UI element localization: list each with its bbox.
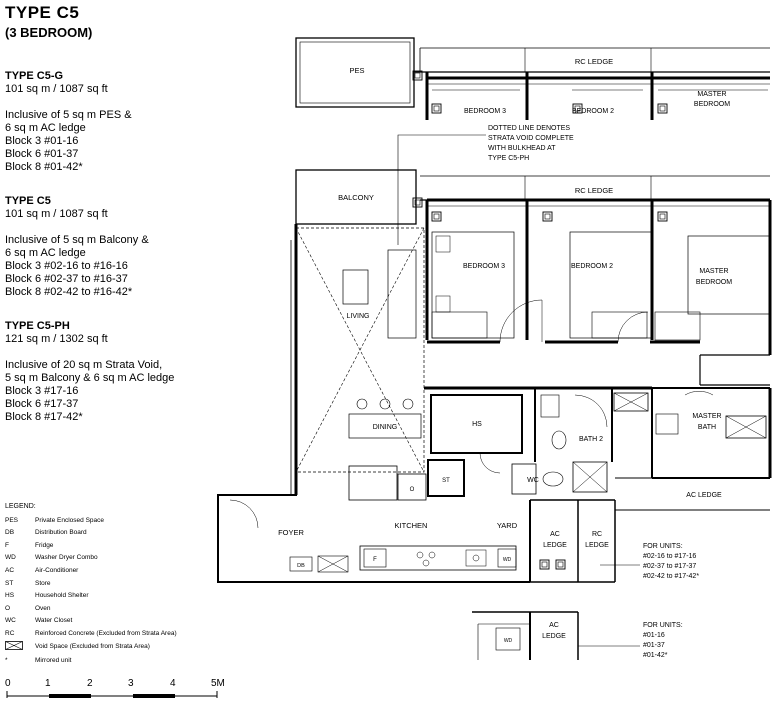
ac-ledge-inset-ledge: LEDGE: [542, 633, 566, 640]
kitchen-counter: [360, 546, 516, 570]
units-note-1: FOR UNITS:: [643, 543, 683, 550]
bedroom2-label: BEDROOM 2: [570, 263, 614, 270]
type-note: Inclusive of 20 sq m Strata Void,: [5, 359, 163, 371]
bedroom3-top-label: BEDROOM 3: [463, 108, 507, 115]
legend-desc: Void Space (Excluded from Strata Area): [35, 642, 150, 650]
units-note-2: #01-16: [643, 632, 665, 639]
units-note-2: #01-37: [643, 642, 665, 649]
pes-label: PES: [349, 66, 365, 75]
legend-abbr: AC: [5, 566, 15, 574]
scale-tick-label: 0: [5, 678, 11, 689]
legend-desc: Distribution Board: [35, 529, 87, 537]
master-bath-label-2: BATH: [697, 424, 717, 431]
legend-abbr: F: [5, 541, 9, 549]
legend-abbr: WC: [5, 617, 16, 625]
legend-abbr: ST: [5, 579, 14, 587]
type-note: Block 8 #01-42*: [5, 161, 83, 173]
rc-ledge-top-label: RC LEDGE: [574, 57, 614, 66]
units-note-1: #02-16 to #17-16: [643, 553, 697, 560]
dining-label: DINING: [372, 424, 398, 431]
legend-desc: Store: [35, 579, 51, 587]
scale-tick-label: 4: [170, 678, 176, 689]
bed-bedroom3: [432, 232, 514, 338]
living-table: [343, 270, 368, 304]
type-note: Block 6 #02-37 to #16-37: [5, 273, 128, 285]
type-note: Inclusive of 5 sq m Balcony &: [5, 234, 149, 246]
type-note: Block 6 #17-37: [5, 398, 79, 410]
legend-desc: Private Enclosed Space: [35, 516, 105, 524]
balcony-label: BALCONY: [338, 193, 374, 202]
type-area: 101 sq m / 1087 sq ft: [5, 83, 108, 95]
units-note-2: #01-42*: [643, 652, 668, 659]
yard-label: YARD: [496, 521, 518, 530]
main-unit-outline: [218, 170, 770, 582]
units-note-1: #02-42 to #17-42*: [643, 573, 700, 580]
legend-desc: Fridge: [35, 541, 54, 549]
bed-bedroom2: [570, 232, 652, 338]
legend-abbr: PES: [5, 516, 19, 524]
ac-ledge-ledge: LEDGE: [543, 542, 567, 549]
rc-ledge-label: RC LEDGE: [574, 186, 614, 195]
bedroom3-label: BEDROOM 3: [462, 263, 506, 270]
legend-abbr: DB: [5, 529, 15, 537]
kitchen-label: KITCHEN: [394, 521, 428, 530]
legend-abbr: WD: [5, 554, 16, 562]
living-label: LIVING: [346, 313, 370, 320]
wd-label: WD: [502, 557, 512, 563]
rc-ledge-ledge: LEDGE: [585, 542, 609, 549]
plan-title: TYPE C5: [5, 3, 80, 22]
ac-ledge-inset-ac: AC: [549, 622, 559, 629]
store-label: ST: [442, 478, 450, 484]
type-note: 6 sq m AC ledge: [5, 247, 86, 259]
legend-abbr: HS: [5, 592, 15, 600]
wc-label: WC: [527, 477, 539, 484]
scale-tick-label: 2: [87, 678, 93, 689]
dotted-line-note: TYPE C5-PH: [488, 155, 530, 162]
scale-tick-label: 1: [45, 678, 51, 689]
pes-area: [296, 38, 414, 107]
bath2-label: BATH 2: [579, 436, 603, 443]
oven-label: O: [409, 487, 415, 493]
hs-label: HS: [472, 421, 482, 428]
legend-desc: Water Closet: [35, 617, 73, 625]
master-bedroom-label: MASTER: [699, 268, 729, 275]
type-note: 6 sq m AC ledge: [5, 122, 86, 134]
legend-desc: Air-Conditioner: [35, 566, 79, 574]
sofa: [388, 250, 416, 338]
legend-desc: Oven: [35, 604, 51, 612]
wd2-label: WD: [503, 638, 513, 644]
ground-floor-inset: [472, 612, 640, 660]
type-name: TYPE C5-G: [5, 70, 64, 82]
rc-ledge-rc: RC: [591, 531, 603, 538]
type-name: TYPE C5: [5, 195, 51, 207]
type-note: Block 8 #02-42 to #16-42*: [5, 286, 133, 298]
foyer-label: FOYER: [278, 528, 304, 537]
legend-desc: Washer Dryer Combo: [35, 554, 98, 562]
master-bedroom-label-2: BEDROOM: [695, 279, 733, 286]
type-note: Block 8 #17-42*: [5, 411, 83, 423]
legend-abbr: RC: [5, 629, 15, 637]
legend-desc: Household Shelter: [35, 592, 89, 600]
type-area: 101 sq m / 1087 sq ft: [5, 208, 108, 220]
type-note: Block 6 #01-37: [5, 148, 79, 160]
legend-desc: Reinforced Concrete (Excluded from Strata Area): [35, 629, 177, 637]
dotted-line-note: DOTTED LINE DENOTES: [488, 125, 571, 132]
type-note: 5 sq m Balcony & 6 sq m AC ledge: [5, 372, 175, 384]
bed-master: [688, 236, 770, 314]
bedroom2-top-label: BEDROOM 2: [571, 108, 615, 115]
type-note: Inclusive of 5 sq m PES &: [5, 109, 132, 121]
dotted-line-note: WITH BULKHEAD AT: [488, 145, 556, 152]
type-note: Block 3 #02-16 to #16-16: [5, 260, 128, 272]
legend-desc: Mirrored unit: [35, 657, 72, 665]
type-name: TYPE C5-PH: [5, 320, 70, 332]
plan-subtitle: (3 BEDROOM): [5, 25, 93, 40]
ac-ledge-right-label: AC LEDGE: [686, 492, 722, 499]
ac-ledge-ac: AC: [550, 531, 560, 538]
master-top-label-2: BEDROOM: [693, 101, 731, 108]
scale-tick-label: 3: [128, 678, 134, 689]
type-note: Block 3 #17-16: [5, 385, 79, 397]
db-label: DB: [297, 563, 305, 569]
master-top-label: MASTER: [697, 91, 727, 98]
units-note-1: #02-37 to #17-37: [643, 563, 697, 570]
fridge-label: F: [373, 557, 377, 563]
legend-abbr: O: [5, 604, 11, 612]
type-area: 121 sq m / 1302 sq ft: [5, 333, 108, 345]
legend-heading: LEGEND:: [5, 503, 36, 510]
type-note: Block 3 #01-16: [5, 135, 79, 147]
master-bath-label: MASTER: [692, 413, 722, 420]
dotted-line-note: STRATA VOID COMPLETE: [488, 135, 574, 142]
scale-tick-label: 5M: [211, 678, 225, 689]
units-note-2: FOR UNITS:: [643, 622, 683, 629]
legend-abbr: *: [5, 657, 8, 665]
